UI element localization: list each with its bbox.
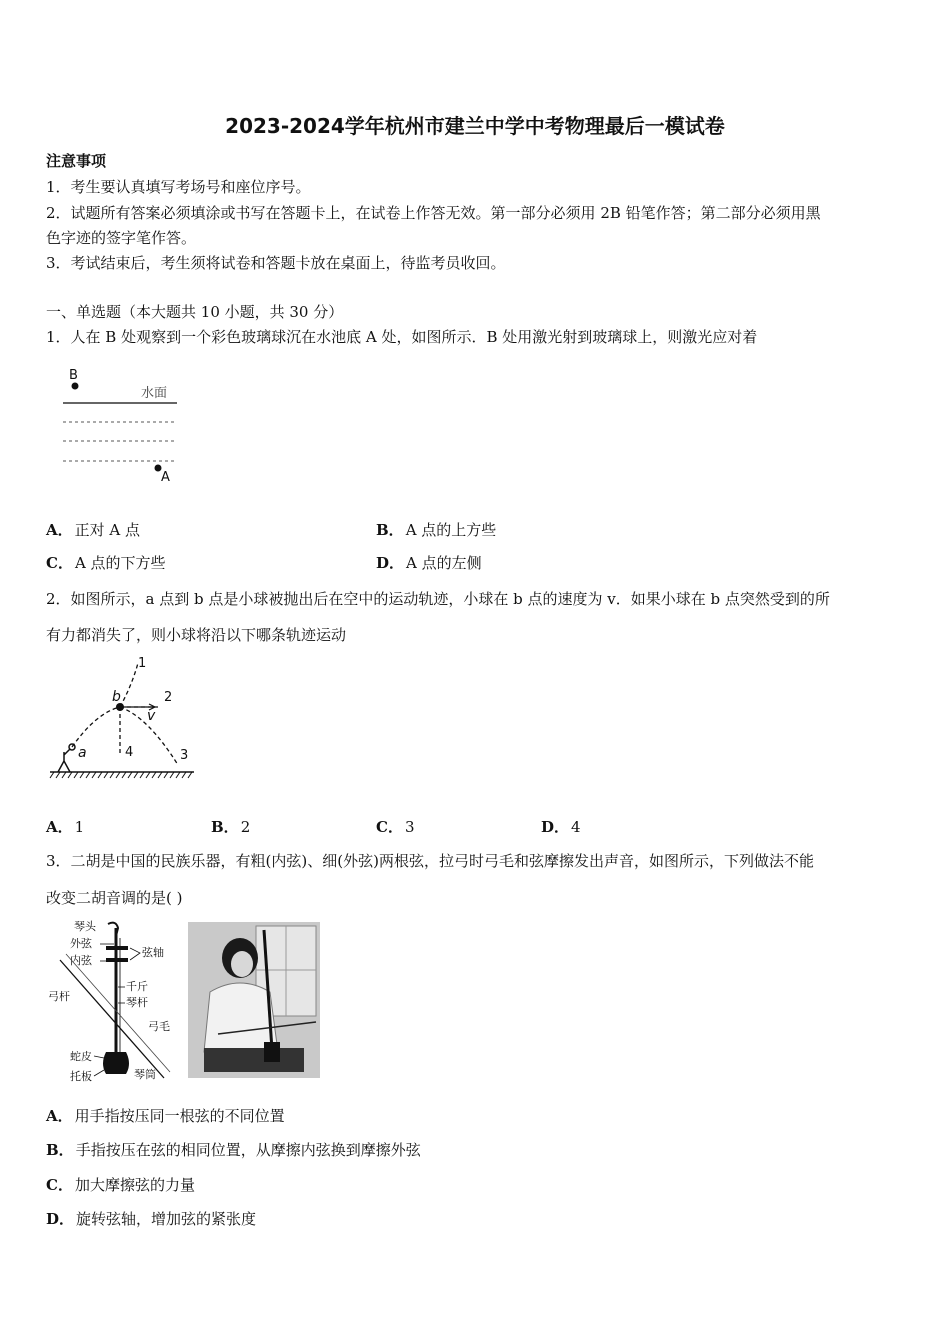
label-neixian: 内弦 bbox=[70, 954, 92, 967]
question-2-stem-cont: 有力都消失了，则小球将沿以下哪条轨迹运动 bbox=[46, 626, 347, 644]
label-qintong: 琴筒 bbox=[134, 1068, 156, 1081]
label-b: b bbox=[112, 689, 121, 705]
erhu-player-photo bbox=[188, 922, 320, 1078]
leader-line bbox=[130, 948, 140, 960]
tuning-peg bbox=[106, 946, 128, 950]
path-1 bbox=[120, 663, 138, 707]
ground-hatch bbox=[50, 772, 192, 778]
q3-option-d[interactable]: D． 旋转弦轴，增加弦的紧张度 bbox=[46, 1210, 257, 1228]
notice-item: 2．试题所有答案必须填涂或书写在答题卡上，在试卷上作答无效。第一部分必须用 2B 铅笔作答；第二部分必须用黑 bbox=[46, 204, 821, 222]
leader-line bbox=[94, 1070, 104, 1076]
q1-figure bbox=[55, 364, 195, 489]
question-1-stem: 1．人在 B 处观察到一个彩色玻璃球沉在水池底 A 处，如图所示．B 处用激光射到玻璃球上，则激光应对着 bbox=[46, 328, 758, 346]
label-a: A bbox=[161, 470, 170, 485]
question-3-stem-cont: 改变二胡音调的是( ) bbox=[46, 889, 183, 907]
player-face bbox=[231, 951, 253, 977]
label-gonggan: 弓杆 bbox=[48, 990, 70, 1003]
label-b: B bbox=[69, 368, 78, 383]
q3-option-a[interactable]: A． 用手指按压同一根弦的不同位置 bbox=[46, 1107, 285, 1125]
notice-heading: 注意事项 bbox=[46, 152, 107, 170]
point-b-dot bbox=[72, 383, 79, 390]
q2-figure bbox=[48, 655, 198, 785]
q1-option-c[interactable]: C． A 点的下方些 bbox=[46, 554, 166, 572]
q3-option-c[interactable]: C． 加大摩擦弦的力量 bbox=[46, 1176, 195, 1194]
label-water: 水面 bbox=[141, 386, 168, 401]
notice-item: 1．考生要认真填写考场号和座位序号。 bbox=[46, 178, 311, 196]
thrower-figure bbox=[58, 749, 70, 772]
label-qingan: 琴杆 bbox=[126, 996, 148, 1009]
q3-option-b[interactable]: B． 手指按压在弦的相同位置，从摩擦内弦换到摩擦外弦 bbox=[46, 1141, 421, 1159]
label-qintou: 琴头 bbox=[74, 920, 96, 933]
label-a: a bbox=[78, 745, 87, 761]
label-shepi: 蛇皮 bbox=[70, 1050, 92, 1063]
label-3: 3 bbox=[180, 748, 189, 763]
player-legs bbox=[204, 1048, 304, 1072]
question-2-stem: 2．如图所示，a 点到 b 点是小球被抛出后在空中的运动轨迹，小球在 b 点的速度为 v．如果小球在 b 点突然受到的所 bbox=[46, 590, 830, 608]
label-1: 1 bbox=[138, 656, 147, 671]
notice-item: 色字迹的签字笔作答。 bbox=[46, 229, 197, 247]
section-heading: 一、单选题（本大题共 10 小题，共 30 分） bbox=[46, 303, 344, 321]
notice-item: 3．考试结束后，考生须将试卷和答题卡放在桌面上，待监考员收回。 bbox=[46, 254, 506, 272]
q1-option-d[interactable]: D． A 点的左侧 bbox=[376, 554, 482, 572]
page-title: 2023-2024学年杭州市建兰中学中考物理最后一模试卷 bbox=[225, 114, 725, 138]
question-3-stem: 3．二胡是中国的民族乐器，有粗(内弦)、细(外弦)两根弦，拉弓时弓毛和弦摩擦发出声音，如图所示，下列做法不能 bbox=[46, 852, 814, 870]
label-gongmao: 弓毛 bbox=[148, 1020, 170, 1033]
erhu-diagram bbox=[46, 918, 186, 1086]
tuning-peg bbox=[106, 958, 128, 962]
photo-erhu-body bbox=[264, 1042, 280, 1062]
q2-option-b[interactable]: B． 2 bbox=[211, 818, 251, 836]
label-qianjin: 千斤 bbox=[126, 980, 148, 993]
leader-line bbox=[94, 1056, 104, 1058]
label-tuoban: 托板 bbox=[70, 1070, 92, 1083]
q1-option-a[interactable]: A． 正对 A 点 bbox=[46, 521, 141, 539]
label-waixian: 外弦 bbox=[70, 937, 92, 950]
label-4: 4 bbox=[125, 745, 134, 760]
q2-option-c[interactable]: C． 3 bbox=[376, 818, 415, 836]
label-xianzhou: 弦轴 bbox=[142, 946, 164, 959]
q2-option-d[interactable]: D． 4 bbox=[541, 818, 581, 836]
trajectory-a-to-b bbox=[72, 707, 120, 747]
erhu-body bbox=[103, 1052, 129, 1074]
q1-option-b[interactable]: B． A 点的上方些 bbox=[376, 521, 497, 539]
label-2: 2 bbox=[164, 690, 173, 705]
q2-option-a[interactable]: A． 1 bbox=[46, 818, 85, 836]
label-v: v bbox=[147, 708, 156, 724]
